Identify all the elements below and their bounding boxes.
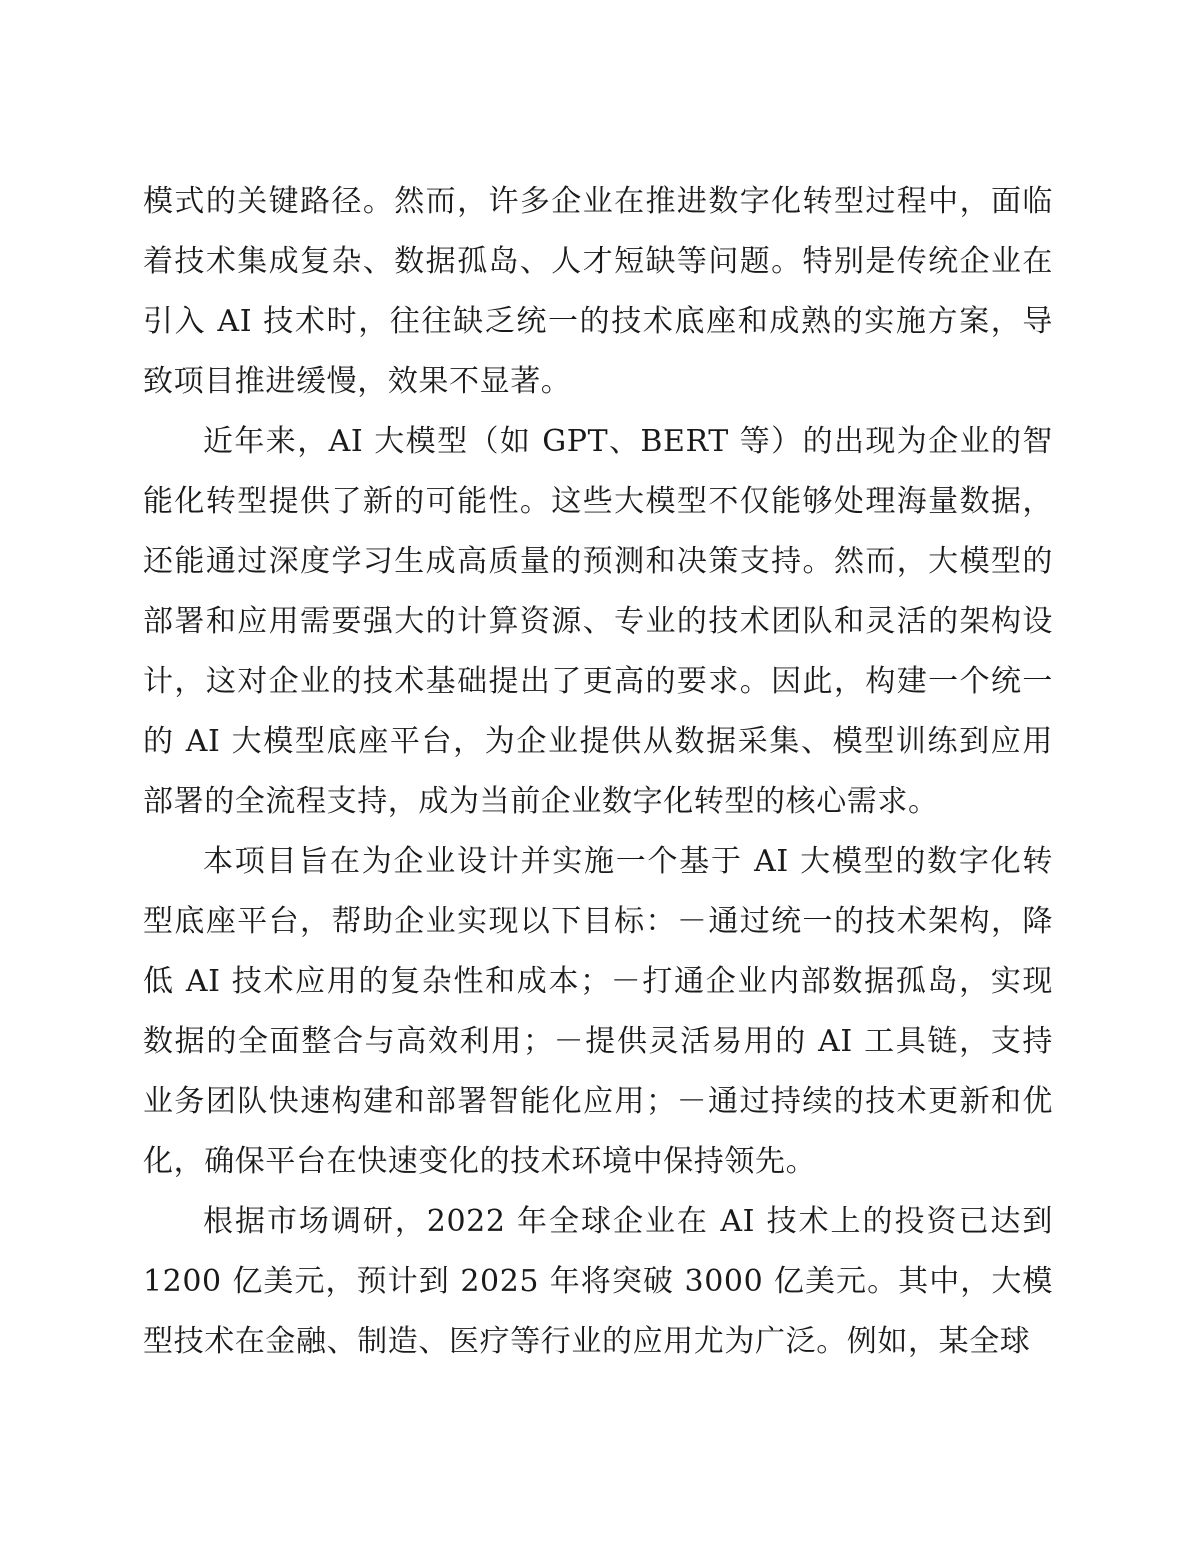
document-body <box>143 172 1053 1372</box>
paragraph-4: 根据市场调研，2022 年全球企业在 AI 技术上的投资已达到 1200 亿美元，预计到 2025 年将突破 3000 亿美元。其中，大模型技术在金融、制造、医疗等行业的应用尤为广泛。例如，某全球 <box>143 1204 1053 1359</box>
paragraph-2: 近年来，AI 大模型（如 GPT、BERT 等）的出现为企业的智能化转型提供了新的可能性。这些大模型不仅能够处理海量数据，还能通过深度学习生成高质量的预测和决策支持。然而，大模型的部署和应用需要强大的计算资源、专业的技术团队和灵活的架构设计，这对企业的技术基础提出了更高的要求。因此，构建一个统一的 AI 大模型底座平台，为企业提供从数据采集、模型训练到应用部署的全流程支持，成为当前企业数字化转型的核心需求。 <box>143 424 1053 819</box>
paragraph-3: 本项目旨在为企业设计并实施一个基于 AI 大模型的数字化转型底座平台，帮助企业实现以下目标：－通过统一的技术架构，降低 AI 技术应用的复杂性和成本；－打通企业内部数据孤岛，实现数据的全面整合与高效利用；－提供灵活易用的 AI 工具链，支持业务团队快速构建和部署智能化应用；－通过持续的技术更新和优化，确保平台在快速变化的技术环境中保持领先。 <box>143 844 1053 1179</box>
paragraph-1: 模式的关键路径。然而，许多企业在推进数字化转型过程中，面临着技术集成复杂、数据孤岛、人才短缺等问题。特别是传统企业在引入 AI 技术时，往往缺乏统一的技术底座和成熟的实施方案，导致项目推进缓慢，效果不显著。 <box>143 184 1053 399</box>
